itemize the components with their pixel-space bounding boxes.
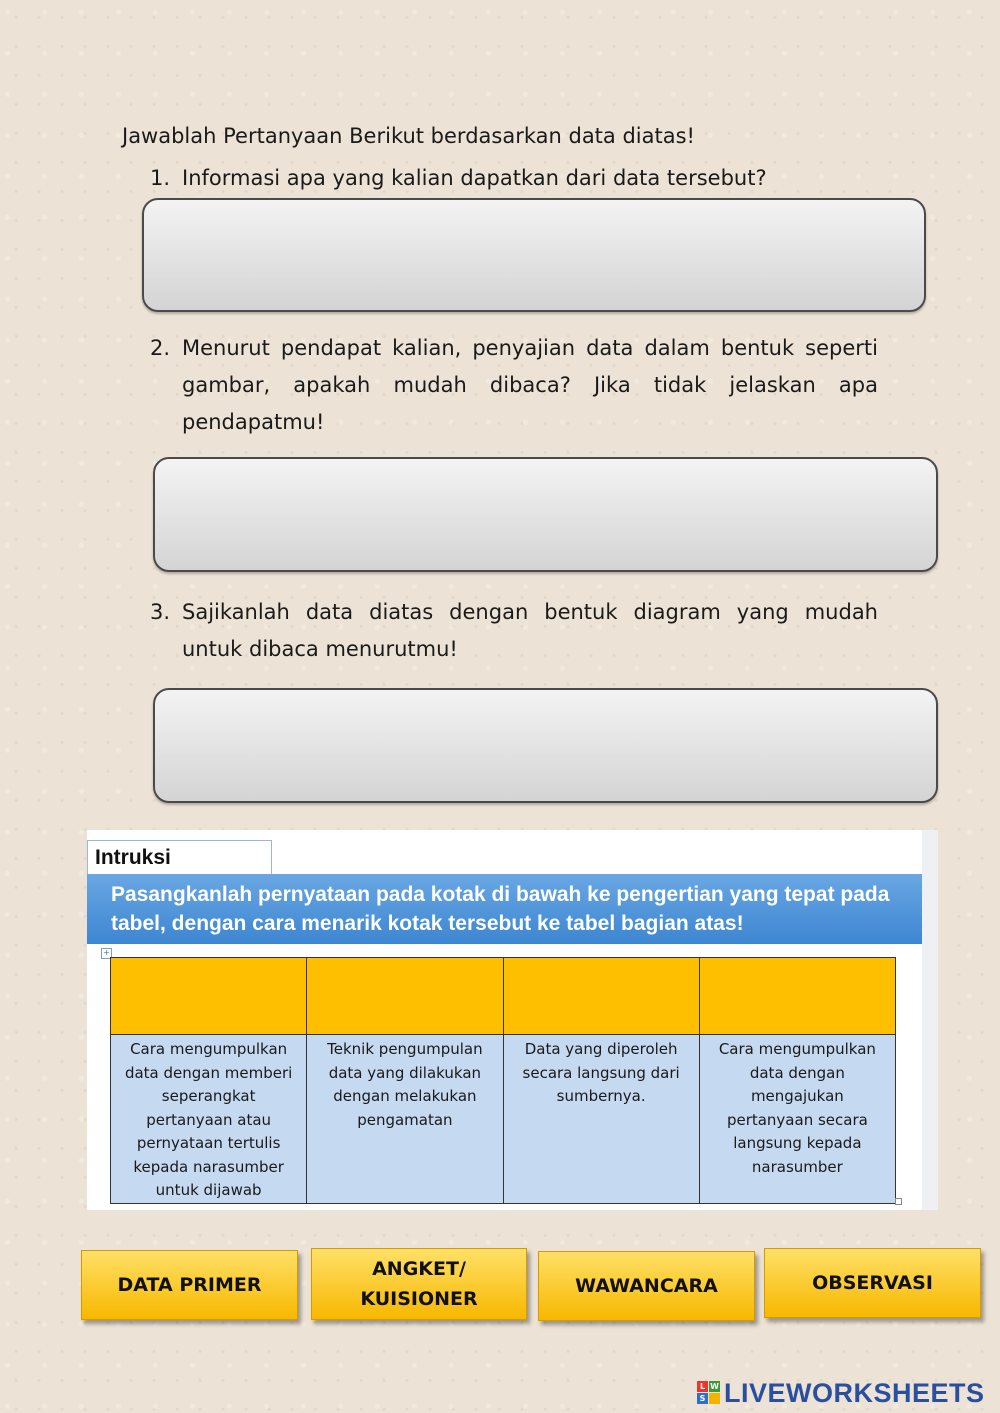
drag-card-observasi[interactable] (764, 1248, 981, 1318)
matching-table (110, 957, 896, 1204)
card-label: DATA PRIMER (117, 1274, 262, 1296)
questions-intro: Jawablah Pertanyaan Berikut berdasarkan data diatas! (122, 124, 695, 148)
question-text: Menurut pendapat kalian, penyajian data dalam bentuk seperti gambar, apakah mudah dibaca? Jika tidak jelaskan apa pendapatmu! (182, 336, 878, 434)
drop-zone-2[interactable] (307, 958, 503, 1035)
definition-cell-3: Data yang diperoleh secara langsung dari sumbernya. (503, 1035, 699, 1204)
answer-box-2[interactable] (153, 457, 938, 572)
liveworksheets-logo (697, 1377, 985, 1409)
definition-cell-4: Cara mengumpulkan data dengan mengajukan pertanyaan secara langsung kepada narasumber (699, 1035, 895, 1204)
question-text: Sajikanlah data diatas dengan bentuk diagram yang mudah untuk dibaca menurutmu! (182, 600, 878, 661)
definition-cell-2: Teknik pengumpulan data yang dilakukan dengan melakukan pengamatan (307, 1035, 503, 1204)
panel-scrollbar[interactable] (922, 830, 938, 1210)
question-2 (150, 330, 878, 441)
question-1 (150, 160, 878, 197)
drag-card-angket-kuisioner[interactable] (311, 1248, 527, 1320)
definition-cell-1: Cara mengumpulkan data dengan memberi seperangkat pertanyaan atau pernyataan tertulis kepada narasumber untuk dijawab (111, 1035, 307, 1204)
instruction-panel (87, 830, 922, 1210)
question-text: Informasi apa yang kalian dapatkan dari data tersebut? (182, 166, 767, 190)
drop-zone-1[interactable] (111, 958, 307, 1035)
logo-text: LIVEWORKSHEETS (724, 1377, 985, 1408)
instruction-banner: Pasangkanlah pernyataan pada kotak di bawah ke pengertian yang tepat pada tabel, dengan cara menarik kotak tersebut ke tabel bagian atas! (87, 874, 922, 944)
answer-box-3[interactable] (153, 688, 938, 803)
table-resize-handle[interactable] (895, 1198, 902, 1205)
answer-box-1[interactable] (142, 198, 926, 312)
instruction-tab-label: Intruksi (87, 840, 272, 875)
drag-card-data-primer[interactable] (81, 1250, 298, 1320)
drag-card-wawancara[interactable] (538, 1251, 755, 1321)
logo-mark-icon: L W S (697, 1381, 721, 1405)
question-number: 3. (150, 600, 171, 624)
question-number: 2. (150, 336, 171, 360)
drop-zone-3[interactable] (503, 958, 699, 1035)
question-number: 1. (150, 166, 171, 190)
table-move-handle-icon[interactable]: + (101, 948, 112, 959)
card-label: OBSERVASI (812, 1272, 933, 1294)
question-3 (150, 594, 878, 668)
card-label: WAWANCARA (575, 1275, 718, 1297)
drop-zone-4[interactable] (699, 958, 895, 1035)
card-label: ANGKET/ KUISIONER (360, 1258, 478, 1310)
